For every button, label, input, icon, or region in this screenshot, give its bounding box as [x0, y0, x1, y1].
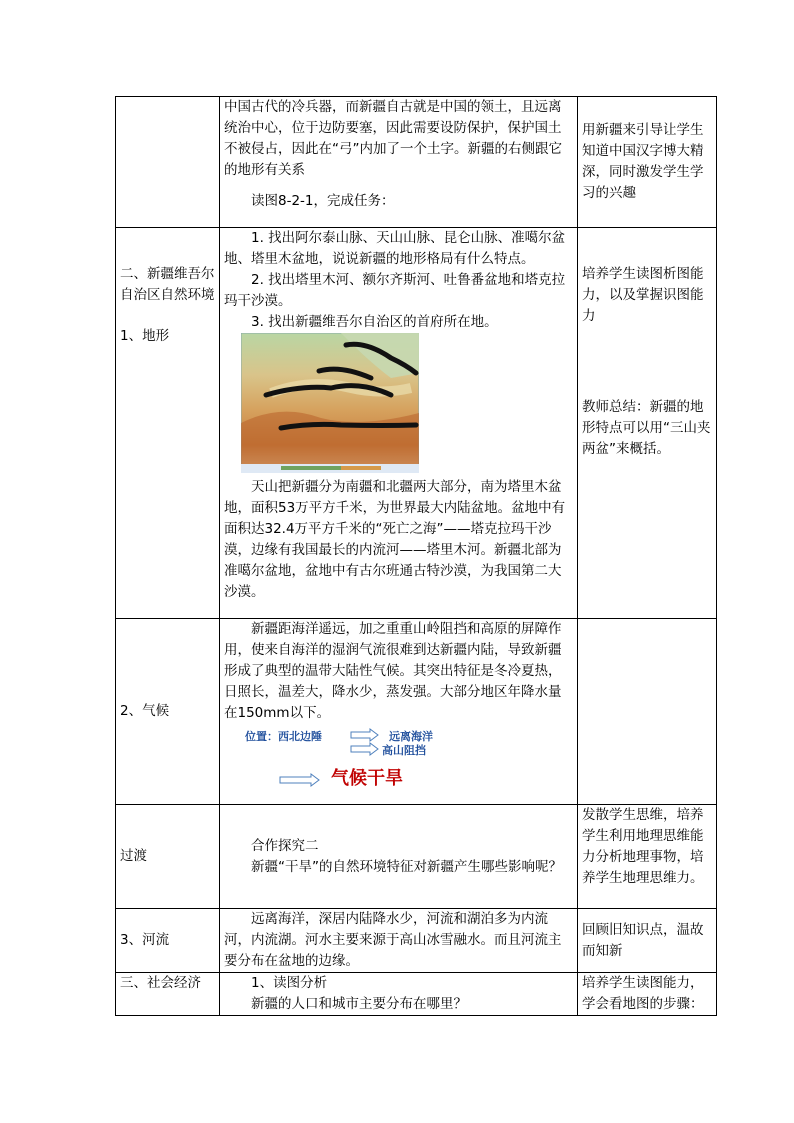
- stage-cell: [116, 973, 220, 1016]
- intent-cell: [578, 973, 717, 1016]
- analysis-question: 新疆的人口和城市主要分布在哪里？: [251, 996, 467, 1012]
- stage-label: 三、社会经济: [120, 975, 201, 991]
- content-cell: [220, 805, 578, 909]
- intent-cell: [578, 805, 717, 909]
- intent-text: 回顾旧知识点，温故而知新: [582, 921, 704, 959]
- flow-position: 位置：西北边陲: [245, 730, 322, 743]
- xinjiang-terrain-map: [241, 333, 419, 473]
- terrain-map-graphic: [241, 333, 419, 473]
- intent-cell: [578, 228, 717, 619]
- content-paragraph: 读图8-2-1，完成任务：: [251, 193, 395, 209]
- discussion-title: 合作探究二: [251, 837, 319, 854]
- stage-label: 2、气候: [120, 703, 170, 719]
- table-row: [116, 228, 717, 619]
- analysis-title: 1、读图分析: [251, 975, 328, 991]
- content-cell: [220, 619, 578, 805]
- stage-cell: [116, 909, 220, 973]
- terrain-description: 天山把新疆分为南疆和北疆两大部分，南为塔里木盆地，面积53万平方千米，为世界最大内陆盆地。盆地中有面积达32.4万平方千米的“死亡之海”——塔克拉玛干沙漠，边缘有我国最长的内流河——塔里木河。新疆北部为准噶尔盆地，盆地中有古尔班通古特沙漠，为我国第二大沙漠。: [224, 479, 566, 600]
- intent-text: 用新疆来引导让学生知道中国汉字博大精深，同时激发学生学习的兴趣: [582, 122, 704, 201]
- arrow-icon: [279, 773, 321, 787]
- stage-title: 二、新疆维吾尔自治区自然环境: [120, 266, 215, 303]
- intent-cell: [578, 97, 717, 228]
- intent-cell: [578, 619, 717, 805]
- tianshan-mark-a: [319, 369, 371, 378]
- flow-reason-mountain: 高山阻挡: [382, 744, 426, 757]
- intent-text: 培养学生读图析图能力，以及掌握识图能力: [582, 266, 704, 324]
- table-row: [116, 909, 717, 973]
- task-item: 1. 找出阿尔泰山脉、天山山脉、昆仑山脉、准噶尔盆地、塔里木盆地，说说新疆的地形格局有什么特点。: [224, 230, 566, 267]
- stage-cell: [116, 805, 220, 909]
- content-cell: [220, 97, 578, 228]
- content-cell: [220, 973, 578, 1016]
- intent-cell: [578, 909, 717, 973]
- stage-cell: [116, 228, 220, 619]
- table-row: [116, 805, 717, 909]
- flow-reason-ocean: 远离海洋: [389, 730, 433, 743]
- discussion-question: 新疆“干旱”的自然环境特征对新疆产生哪些影响呢？: [251, 858, 562, 875]
- stage-label: 过渡: [120, 848, 147, 864]
- table-row: [116, 97, 717, 228]
- flow-result: 气候干旱: [331, 768, 403, 789]
- task-item: 3. 找出新疆维吾尔自治区的首府所在地。: [251, 314, 498, 330]
- stage-label: 3、河流: [120, 932, 170, 948]
- climate-description: 新疆距海洋遥远，加之重重山岭阻挡和高原的屏障作用，使来自海洋的湿润气流很难到达新疆内陆，导致新疆形成了典型的温带大陆性气候。其突出特征是冬冷夏热，日照长，温差大，降水少，蒸发强。大部分地区年降水量在150mm以下。: [224, 621, 562, 721]
- arrow-icon: [350, 742, 380, 756]
- kunlun-mountains-mark: [281, 424, 416, 428]
- table-row: [116, 973, 717, 1016]
- stage-subtitle: 1、地形: [120, 328, 170, 344]
- content-cell: [220, 909, 578, 973]
- intent-text: 发散学生思维，培养学生利用地理思维能力分析地理事物，培养学生地理思维力。: [582, 807, 704, 886]
- task-item: 2. 找出塔里木河、额尔齐斯河、吐鲁番盆地和塔克拉玛干沙漠。: [224, 272, 566, 309]
- teacher-summary: 教师总结：新疆的地形特点可以用“三山夹两盆”来概括。: [582, 399, 711, 457]
- climate-flow-diagram: [224, 724, 573, 794]
- stage-cell: [116, 97, 220, 228]
- arrow-icon: [350, 728, 380, 742]
- content-cell: [220, 228, 578, 619]
- content-paragraph: 中国古代的冷兵器，而新疆自古就是中国的领土，且远离统治中心，位于边防要塞，因此需要设防保护，保护国土不被侵占，因此在“弓”内加了一个土字。新疆的右侧跟它的地形有关系: [224, 99, 562, 178]
- stage-cell: [116, 619, 220, 805]
- table-row: [116, 619, 717, 805]
- river-description: 远离海洋，深居内陆降水少，河流和湖泊多为内流河，内流湖。河水主要来源于高山冰雪融水。而且河流主要分布在盆地的边缘。: [224, 911, 562, 969]
- intent-text: 培养学生读图能力，学会看地图的步骤：: [582, 975, 704, 1012]
- lesson-plan-table: [115, 96, 717, 1016]
